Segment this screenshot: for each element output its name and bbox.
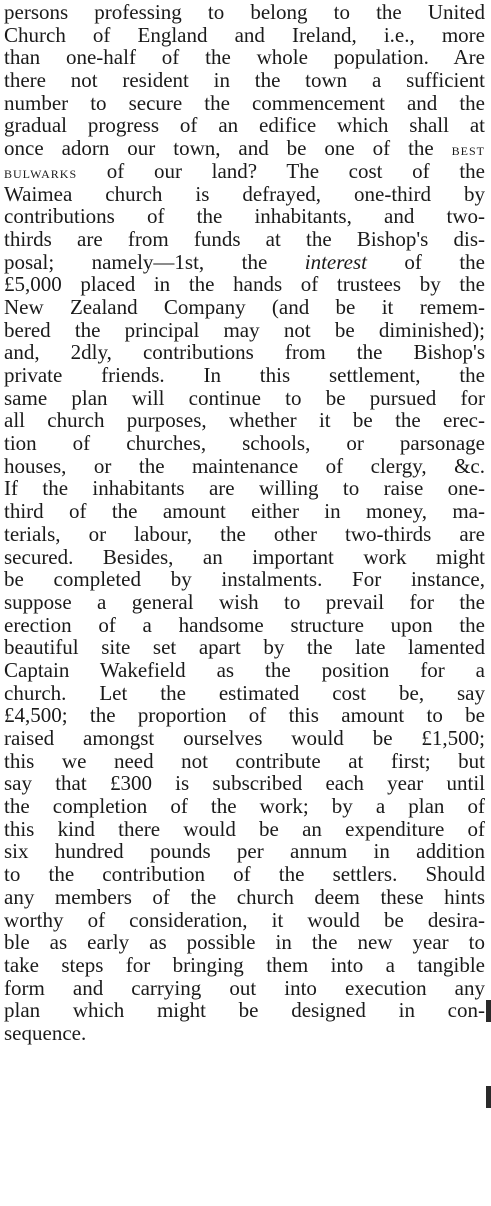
text-line-31: church. Let the estimated cost be, say: [4, 680, 485, 705]
text-line-1: persons professing to belong to the United: [4, 0, 485, 24]
text-line-34: this we need not contribute at first; but: [4, 748, 485, 773]
text-line-2: Church of England and Ireland, i.e., more: [4, 22, 485, 47]
text-line-21: houses, or the maintenance of clergy, &c.: [4, 453, 485, 478]
column-rule-mark: [486, 1000, 491, 1022]
text-line-27: suppose a general wish to prevail for the: [4, 589, 485, 614]
text-line-38: six hundred pounds per annum in addition: [4, 839, 485, 864]
text-line-33: raised amongst ourselves would be £1,500;: [4, 726, 485, 750]
text-line-43: take steps for bringing them into a tangible: [4, 952, 485, 977]
text-line-12-start: posal; namely—1st, the: [4, 249, 305, 274]
text-line-36: the completion of the work; by a plan of: [4, 794, 485, 819]
column-rule-mark: [486, 1086, 491, 1108]
text-line-23: third of the amount either in money, ma-: [4, 499, 485, 524]
text-line-7: [4, 137, 485, 160]
text-line-20: tion of churches, schools, or parsonage: [4, 431, 485, 456]
text-line-35: say that £300 is subscribed each year until: [4, 771, 485, 796]
text-line-37: this kind there would be an expenditure of: [4, 816, 485, 841]
text-line-15: bered the principal may not be diminished);: [4, 317, 485, 342]
text-line-5: number to secure the commencement and the: [4, 90, 485, 115]
text-line-39: to the contribution of the settlers. Should: [4, 862, 485, 887]
text-line-12-end: of the: [366, 249, 485, 274]
text-line-13: £5,000 placed in the hands of trustees by the: [4, 272, 485, 297]
text-line-41: worthy of consideration, it would be desira-: [4, 907, 485, 932]
text-line-44: form and carrying out into execution any: [4, 975, 485, 1000]
text-line-29: beautiful site set apart by the late lamented: [4, 635, 485, 660]
text-line-8-end: of our land? The cost of the: [77, 158, 485, 183]
text-line-11: thirds are from funds at the Bishop's dis-: [4, 226, 485, 251]
text-line-14: New Zealand Company (and be it remem-: [4, 294, 485, 319]
text-line-8: [4, 160, 485, 183]
italic-interest: interest: [304, 249, 367, 274]
text-line-28: erection of a handsome structure upon the: [4, 612, 485, 637]
text-line-17: private friends. In this settlement, the: [4, 363, 485, 387]
text-line-19: all church purposes, whether it be the erec-: [4, 408, 485, 433]
text-line-30: Captain Wakefield as the position for a: [4, 657, 485, 682]
text-line-4: there not resident in the town a sufficient: [4, 68, 485, 93]
text-line-25: secured. Besides, an important work might: [4, 544, 485, 569]
text-line-9: Waimea church is defrayed, one-third by: [4, 181, 485, 206]
text-line-6: gradual progress of an edifice which shall at: [4, 113, 485, 138]
text-line-16: and, 2dly, contributions from the Bishop's: [4, 340, 485, 365]
text-line-18: same plan will continue to be pursued for: [4, 385, 485, 410]
text-line-10: contributions of the inhabitants, and two-: [4, 204, 485, 229]
text-line-42: ble as early as possible in the new year to: [4, 930, 485, 955]
text-line-24: terials, or labour, the other two-thirds are: [4, 521, 485, 546]
text-line-45: plan which might be designed in con-: [4, 998, 485, 1023]
text-line-32: £4,500; the proportion of this amount to be: [4, 703, 485, 728]
text-line-22: If the inhabitants are willing to raise one-: [4, 476, 485, 501]
text-line-26: be completed by instalments. For instance,: [4, 567, 485, 592]
text-line-7-start: once adorn our town, and be one of the: [4, 136, 452, 161]
text-line-46: sequence.: [4, 1020, 87, 1045]
text-line-12: [4, 251, 485, 274]
text-line-3: than one-half of the whole population. Are: [4, 45, 485, 70]
text-line-40: any members of the church deem these hints: [4, 884, 485, 909]
small-caps-best: best: [451, 140, 485, 160]
small-caps-bulwarks: bulwarks: [4, 162, 78, 182]
